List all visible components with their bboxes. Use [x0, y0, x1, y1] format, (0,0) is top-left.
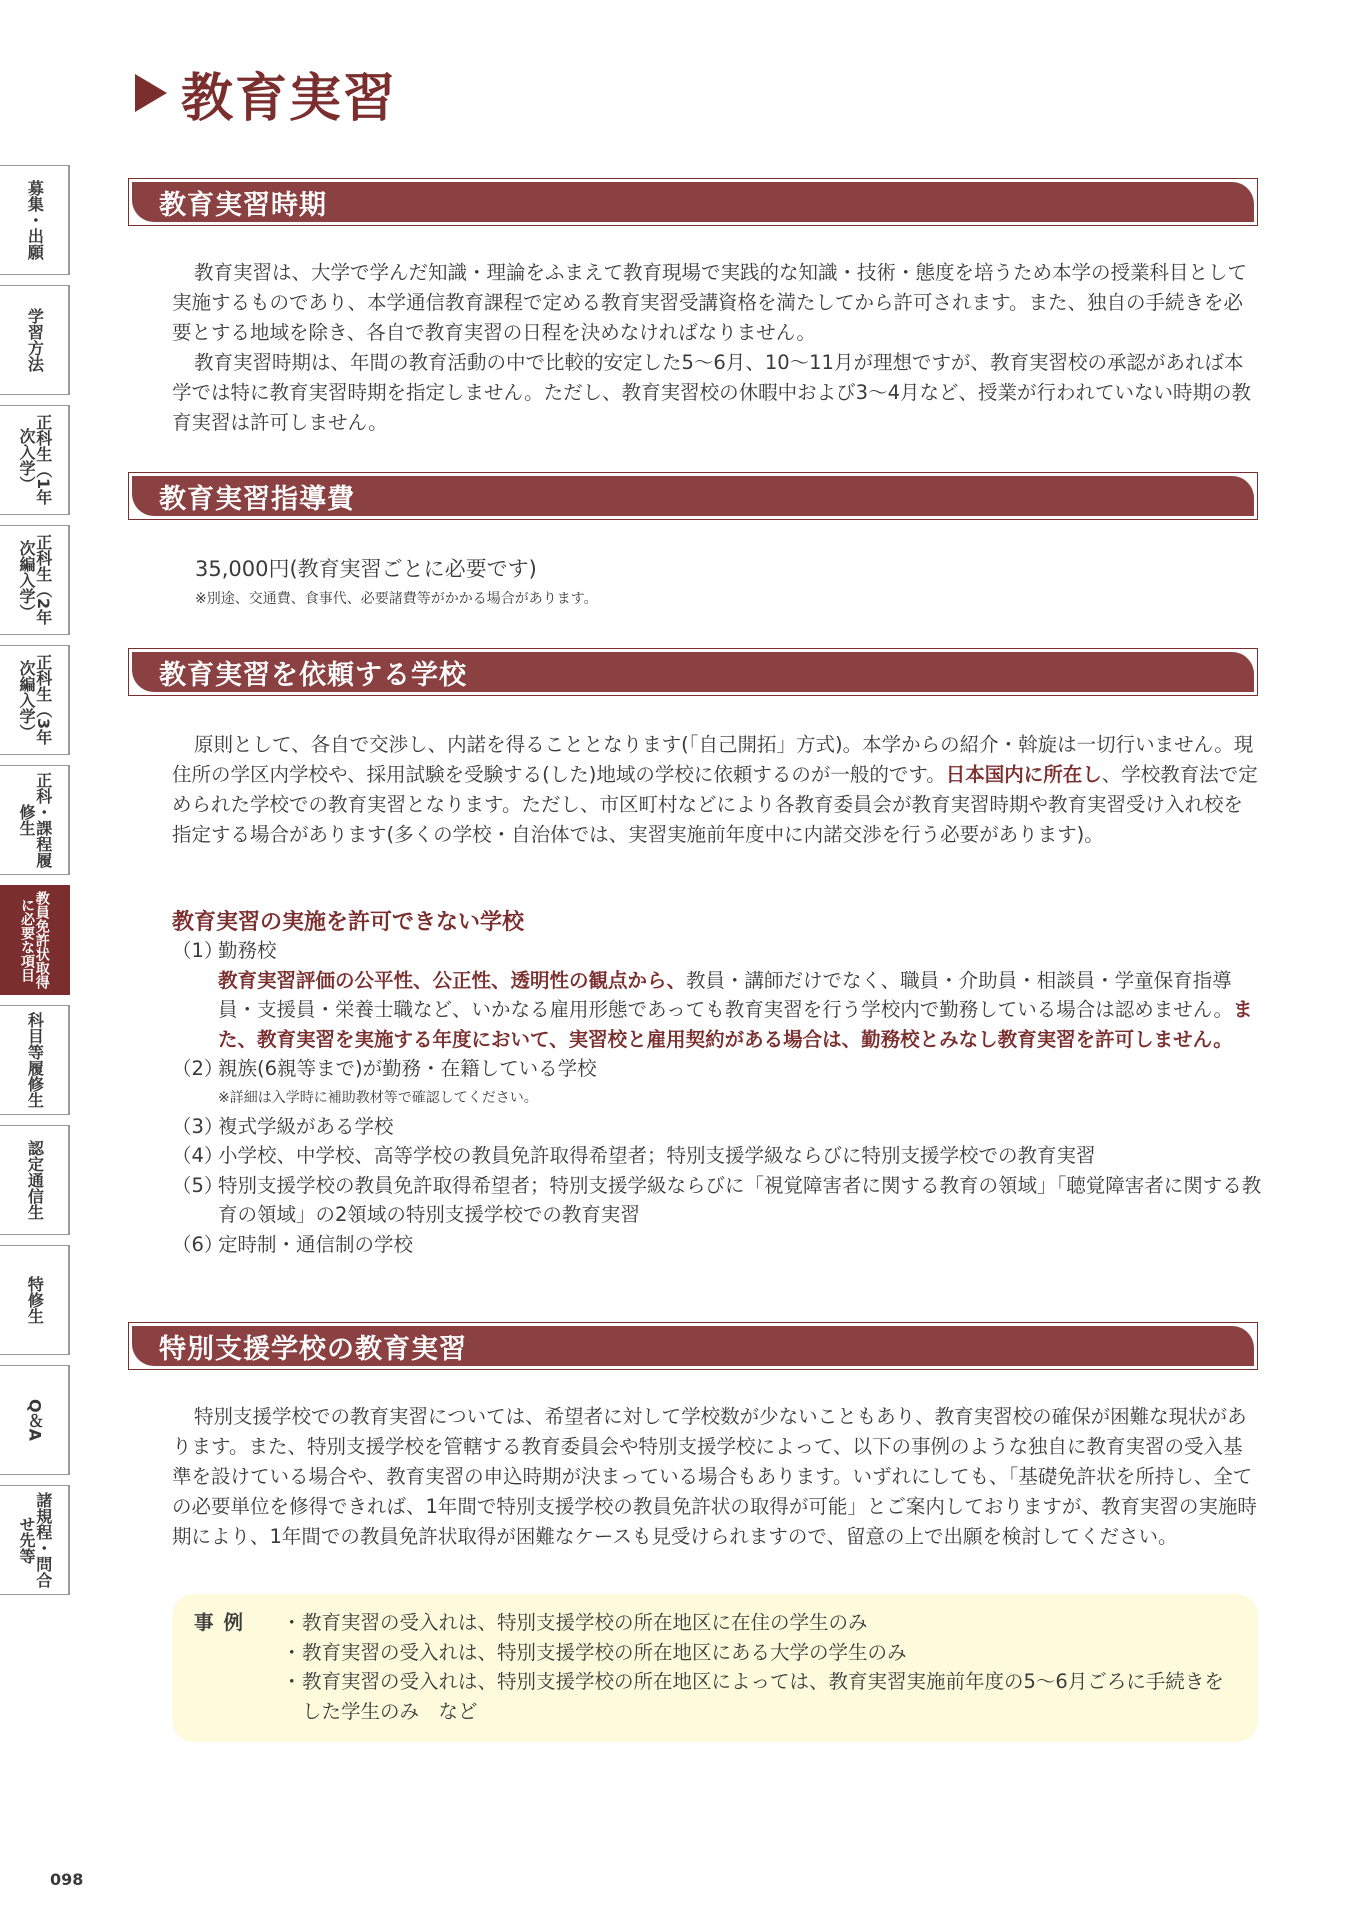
- not-permitted-list: [172, 936, 1262, 1259]
- list-item: （5） 特別支援学校の教員免許取得希望者；特別支援学級ならびに「視覚障害者に関する教育の領域」「聴覚障害者に関する教育の領域」の2領域の特別支援学校での教育実習: [172, 1173, 1262, 1226]
- side-tab-regular-2nd[interactable]: [0, 525, 70, 635]
- side-tab-regulations[interactable]: [0, 1485, 70, 1595]
- side-tab-study-method[interactable]: [0, 285, 70, 395]
- side-tab-label: 学習方法: [25, 308, 45, 372]
- side-tab-label: 諸規程・問合せ先等: [17, 1492, 53, 1588]
- example-item: ・ 教育実習の受入れは、特別支援学校の所在地区によっては、教育実習実施前年度の5〜6月ごろに手続きをした学生のみ など: [282, 1667, 1238, 1726]
- section-title: 教育実習時期: [159, 189, 327, 221]
- period-paragraph-1: 教育実習は、大学で学んだ知識・理論をふまえて教育現場で実践的な知識・技術・態度を培うため本学の授業科目として実施するものであり、本学通信教育課程で定める教育実習受講資格を満たしてから許可されます。また、独自の手続きを必要とする地域を除き、各自で教育実習の日程を決めなければなりません。: [172, 261, 1248, 344]
- section-header-school: [128, 648, 1258, 696]
- side-tab-credited-auditor[interactable]: [0, 1005, 70, 1115]
- not-permitted-heading: 教育実習の実施を許可できない学校: [172, 910, 525, 935]
- list-item: （6） 定時制・通信制の学校: [172, 1232, 414, 1256]
- bullet-icon: ・: [282, 1640, 302, 1664]
- side-tab-label: 募集・出願: [25, 180, 45, 260]
- fee-amount: 35,000円(教育実習ごとに必要です): [195, 557, 537, 581]
- section-header-period: [128, 178, 1258, 226]
- example-item: ・ 教育実習の受入れは、特別支援学校の所在地区にある大学の学生のみ: [282, 1638, 1238, 1668]
- bullet-icon: ・: [282, 1611, 302, 1634]
- school-highlight: 日本国内に所在し: [945, 763, 1102, 786]
- example-box: [172, 1594, 1258, 1742]
- side-tab-teacher-license[interactable]: [0, 885, 70, 995]
- section-title: 特別支援学校の教育実習: [159, 1333, 467, 1365]
- side-tab-recruitment[interactable]: [0, 165, 70, 275]
- list-item-note: ※詳細は入学時に補助教材等で確認してください。: [218, 1089, 538, 1106]
- side-tab-certified[interactable]: [0, 1125, 70, 1235]
- list-item: （1） 勤務校: [172, 939, 277, 962]
- page-number: 098: [50, 1870, 84, 1889]
- bullet-icon: ・: [282, 1670, 302, 1693]
- section-title: 教育実習指導費: [159, 483, 355, 515]
- list-item: （4） 小学校、中学校、高等学校の教員免許取得希望者；特別支援学級ならびに特別支援学校での教育実習: [172, 1144, 1096, 1167]
- section-title: 教育実習を依頼する学校: [159, 659, 467, 691]
- school-paragraph: 原則として、各自で交渉し、内諾を得ることとなります(「自己開拓」方式)。本学からの紹介・斡旋は一切行いません。現住所の学区内学校や、採用試験を受験する(した)地域の学校に依頼するのが一般的です。日本国内に所在し、学校教育法で定められた学校での教育実習となります。ただし、市区町村などにより各教育委員会が教育実習時期や教育実習受け入れ校を指定する場合があります(多くの学校・自治体では、実習実施前年度中に内諾交渉を行う必要があります)。: [172, 733, 1258, 846]
- example-item: ・ 教育実習の受入れは、特別支援学校の所在地区に在住の学生のみ: [282, 1608, 1238, 1638]
- side-tab-label: 特修生: [25, 1276, 45, 1324]
- period-paragraph-2: 教育実習時期は、年間の教育活動の中で比較的安定した5〜6月、10〜11月が理想ですが、教育実習校の承認があれば本学では特に教育実習時期を指定しません。ただし、教育実習校の休暇中および3〜4月など、授業が行われていない時期の教育実習は許可しません。: [172, 351, 1251, 434]
- title-arrow-icon: [135, 74, 167, 112]
- side-tab-label: Q＆A: [25, 1399, 45, 1441]
- side-tab-label: 教員免許状取得に必要な項目: [19, 891, 50, 989]
- list-item: （2） 親族(6親等まで)が勤務・在籍している学校: [172, 1057, 597, 1080]
- side-tab-label: 認定通信生: [25, 1140, 45, 1220]
- side-tab-label: 科目等履修生: [25, 1012, 45, 1108]
- list-item-detail: 教育実習評価の公平性、公正性、透明性の観点から、教員・講師だけでなく、職員・介助員・相談員・学童保育指導員・支援員・栄養士職など、いかなる雇用形態であっても教育実習を行う学校内で勤務している場合は認めません。また、教育実習を実施する年度において、実習校と雇用契約がある場合は、勤務校とみなし教育実習を許可しません。: [218, 968, 1253, 1051]
- side-tab-label: 正科生（2年次編入学）: [17, 534, 53, 626]
- example-label: 事例: [194, 1611, 254, 1634]
- side-tab-regular-3rd[interactable]: [0, 645, 70, 755]
- side-tab-label: 正科生（3年次編入学）: [17, 654, 53, 746]
- section-header-special: [128, 1322, 1258, 1370]
- list-item: （3） 複式学級がある学校: [172, 1114, 394, 1138]
- fee-note: ※別途、交通費、食事代、必要諸費等がかかる場合があります。: [195, 591, 598, 607]
- side-tab-label: 正科・課程履修生: [17, 772, 53, 868]
- side-tab-special[interactable]: [0, 1245, 70, 1355]
- page-title: [135, 58, 397, 128]
- special-paragraph: 特別支援学校での教育実習については、希望者に対して学校数が少ないこともあり、教育実習校の確保が困難な現状があります。また、特別支援学校を管轄する教育委員会や特別支援学校によって、以下の事例のような独自に教育実習の受入基準を設けている場合や、教育実習の申込時期が決まっている場合もあります。いずれにしても、「基礎免許状を所持し、全ての必要単位を修得できれば、1年間で特別支援学校の教員免許状の取得が可能」とご案内しておりますが、教育実習の実施時期により、1年間での教員免許状取得が困難なケースも見受けられますので、留意の上で出願を検討してください。: [172, 1405, 1257, 1548]
- section-header-fee: [128, 472, 1258, 520]
- side-tab-regular-1st[interactable]: [0, 405, 70, 515]
- side-tab-qa[interactable]: [0, 1365, 70, 1475]
- example-list: [282, 1608, 1238, 1726]
- side-tab-label: 正科生（1年次入学）: [17, 414, 53, 506]
- page-title-text: 教育実習: [181, 68, 398, 129]
- side-tab-course-student[interactable]: [0, 765, 70, 875]
